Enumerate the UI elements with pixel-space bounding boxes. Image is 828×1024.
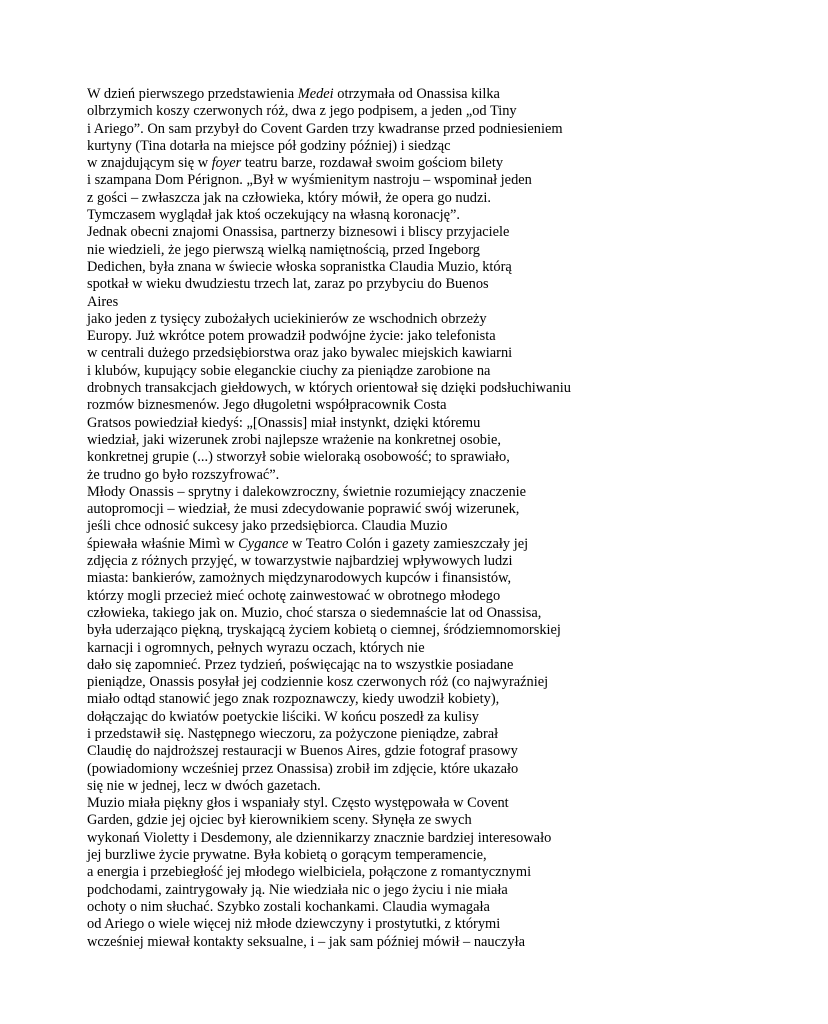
text-line (87, 795, 787, 812)
text-run: nie wiedzieli, że jego pierwszą wielką namiętnością, przed Ingeborg (87, 241, 480, 258)
text-line (87, 207, 787, 224)
text-line (87, 294, 787, 311)
text-line (87, 743, 787, 760)
text-line (87, 224, 787, 241)
text-line (87, 484, 787, 501)
text-run: się nie w jednej, lecz w dwóch gazetach. (87, 777, 321, 794)
text-run: że trudno go było rozszyfrować”. (87, 466, 280, 483)
text-run: ochoty o nim słuchać. Szybko zostali kochankami. Claudia wymagała (87, 898, 490, 915)
text-line (87, 172, 787, 189)
text-run: otrzymała od Onassisa kilka (333, 86, 500, 102)
text-run: Muzio miała piękny głos i wspaniały styl. Często występowała w Covent (87, 795, 509, 812)
text-run: dało się zapomnieć. Przez tydzień, poświęcając na to wszystkie posiadane (87, 656, 514, 673)
text-line (87, 605, 787, 622)
text-run: rozmów biznesmenów. Jego długoletni współpracownik Costa (87, 397, 447, 414)
text-run: a energia i przebiegłość jej młodego wielbiciela, połączone z romantycznymi (87, 864, 532, 881)
text-line (87, 467, 787, 484)
text-line (87, 726, 787, 743)
italic-text-run: Cygance (238, 535, 289, 552)
text-run: w centrali dużego przedsiębiorstwa oraz jako bywalec miejskich kawiarni (87, 345, 513, 362)
text-run: Jednak obecni znajomi Onassisa, partnerzy biznesowi i bliscy przyjaciele (87, 224, 510, 241)
text-run: Gratsos powiedział kiedyś: „[Onassis] miał instynkt, dzięki któremu (87, 414, 481, 431)
text-line (87, 899, 787, 916)
text-run: miało odtąd stanowić jego znak rozpoznawczy, kiedy uwodził kobiety), (87, 691, 500, 708)
text-run: śpiewała właśnie Mimì w (87, 535, 239, 552)
text-line (87, 501, 787, 518)
text-run: W dzień pierwszego przedstawienia (87, 86, 298, 102)
text-run: spotkał w wieku dwudziestu trzech lat, zaraz po przybyciu do Buenos (87, 276, 489, 293)
italic-text-run: foyer (211, 155, 242, 172)
text-run: jej burzliwe życie prywatne. Była kobietą o gorącym temperamencie, (87, 847, 487, 864)
text-line (87, 242, 787, 259)
text-run: olbrzymich koszy czerwonych róż, dwa z jego podpisem, a jeden „od Tiny (87, 103, 517, 120)
text-run: drobnych transakcjach giełdowych, w których orientował się dzięki podsłuchiwaniu (87, 380, 571, 397)
text-line (87, 778, 787, 795)
text-line (87, 345, 787, 362)
text-run: Młody Onassis – sprytny i dalekowzroczny, świetnie rozumiejący znaczenie (87, 483, 527, 500)
body-text (87, 86, 787, 951)
text-run: w Teatro Colón i gazety zamieszczały jej (288, 535, 529, 552)
text-run: konkretnej grupie (...) stworzył sobie wieloraką osobowość; to sprawiało, (87, 449, 510, 466)
text-line (87, 830, 787, 847)
text-line (87, 657, 787, 674)
text-line (87, 276, 787, 293)
text-line (87, 415, 787, 432)
text-run: z gości – zwłaszcza jak na człowieka, który mówił, że opera go nudzi. (87, 189, 491, 206)
text-line (87, 449, 787, 466)
text-line (87, 934, 787, 951)
text-line (87, 103, 787, 120)
text-run: (powiadomiony wcześniej przez Onassisa) zrobił im zdjęcie, które ukazało (87, 760, 519, 777)
text-line (87, 138, 787, 155)
text-line (87, 553, 787, 570)
text-line (87, 812, 787, 829)
text-line (87, 155, 787, 172)
text-run: Tymczasem wyglądał jak ktoś oczekujący na własną koronację”. (87, 207, 460, 224)
text-line (87, 363, 787, 380)
text-line (87, 570, 787, 587)
text-run: wykonań Violetty i Desdemony, ale dziennikarzy znacznie bardziej interesowało (87, 829, 552, 846)
text-line (87, 328, 787, 345)
text-run: i klubów, kupujący sobie eleganckie ciuchy za pieniądze zarobione na (87, 362, 491, 379)
text-run: Claudię do najdroższej restauracji w Buenos Aires, gdzie fotograf prasowy (87, 743, 518, 760)
text-line (87, 432, 787, 449)
text-run: wcześniej miewał kontakty seksualne, i – jak sam później mówił – nauczyła (87, 933, 525, 950)
text-run: Europy. Już wkrótce potem prowadził podwójne życie: jako telefonista (87, 328, 496, 345)
text-line (87, 916, 787, 933)
text-line (87, 380, 787, 397)
text-run: pieniądze, Onassis posyłał jej codziennie kosz czerwonych róż (co najwyraźniej (87, 674, 549, 691)
text-line (87, 864, 787, 881)
text-run: i przedstawił się. Następnego wieczoru, za pożyczone pieniądze, zabrał (87, 725, 499, 742)
text-line (87, 761, 787, 778)
text-run: i szampana Dom Pérignon. „Był w wyśmienitym nastroju – wspominał jeden (87, 172, 532, 189)
text-line (87, 674, 787, 691)
text-run: teatru barze, rozdawał swoim gościom bilety (241, 155, 504, 172)
text-run: zdjęcia z różnych przyjęć, w towarzystwie najbardziej wpływowych ludzi (87, 553, 513, 570)
text-line (87, 311, 787, 328)
text-line (87, 691, 787, 708)
text-run: jako jeden z tysięcy zubożałych uciekinierów ze wschodnich obrzeży (87, 310, 487, 327)
text-run: Dedichen, była znana w świecie włoska sopranistka Claudia Muzio, którą (87, 258, 512, 275)
text-line (87, 847, 787, 864)
text-line (87, 259, 787, 276)
text-run: wiedział, jaki wizerunek zrobi najlepsze wrażenie na konkretnej osobie, (87, 431, 501, 448)
text-run: Garden, gdzie jej ojciec był kierownikiem sceny. Słynęła ze swych (87, 812, 472, 829)
text-line (87, 397, 787, 414)
italic-text-run: Medei (297, 86, 334, 102)
text-run: dołączając do kwiatów poetyckie liściki. W końcu poszedł za kulisy (87, 708, 479, 725)
text-run: i Ariego”. On sam przybył do Covent Garden trzy kwadranse przed podniesieniem (87, 120, 563, 137)
text-line (87, 640, 787, 657)
text-line (87, 709, 787, 726)
text-line (87, 882, 787, 899)
text-line (87, 86, 787, 103)
text-run: którzy mogli przecież mieć ochotę zainwestować w obrotnego młodego (87, 587, 501, 604)
text-run: była uderzająco piękną, tryskającą życiem kobietą o ciemnej, śródziemnomorskiej (87, 622, 561, 639)
text-line (87, 588, 787, 605)
text-line (87, 536, 787, 553)
text-line (87, 518, 787, 535)
text-line (87, 622, 787, 639)
text-run: od Ariego o wiele więcej niż młode dziewczyny i prostytutki, z którymi (87, 916, 501, 933)
text-line (87, 190, 787, 207)
text-run: autopromocji – wiedział, że musi zdecydowanie poprawić swój wizerunek, (87, 501, 520, 518)
text-run: karnacji i ogromnych, pełnych wyrazu oczach, których nie (87, 639, 425, 656)
text-run: jeśli chce odnosić sukcesy jako przedsiębiorca. Claudia Muzio (87, 518, 448, 535)
text-run: Aires (87, 293, 119, 310)
text-run: miasta: bankierów, zamożnych międzynarodowych kupców i finansistów, (87, 570, 512, 587)
text-run: w znajdującym się w (87, 155, 212, 172)
text-run: człowieka, takiego jak on. Muzio, choć starsza o siedemnaście lat od Onassisa, (87, 604, 542, 621)
text-line (87, 121, 787, 138)
text-run: podchodami, zaintrygowały ją. Nie wiedziała nic o jego życiu i nie miała (87, 881, 508, 898)
text-run: kurtyny (Tina dotarła na miejsce pół godziny później) i siedząc (87, 137, 451, 154)
